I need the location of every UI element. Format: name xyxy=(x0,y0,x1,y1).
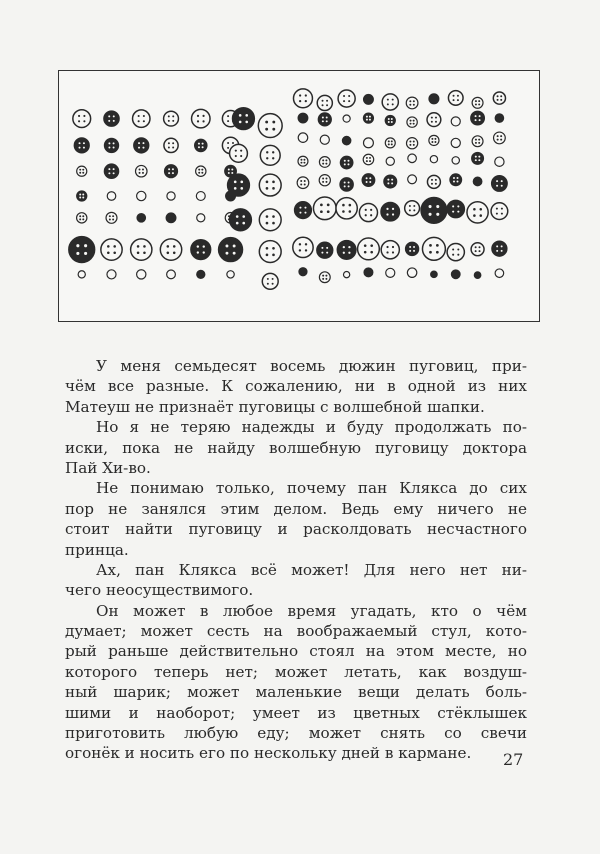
button-drawing xyxy=(343,271,349,277)
button-drawing xyxy=(297,177,309,189)
button-drawing xyxy=(137,191,146,200)
text-line: Не понимаю только, почему пан Клякса до сих xyxy=(96,479,527,498)
button-drawing xyxy=(342,136,350,144)
button-drawing xyxy=(318,113,331,126)
button-drawing xyxy=(363,138,373,148)
text-line: иски, пока не найду волшебную пуговицу доктора xyxy=(65,438,527,457)
text-line: чём все разные. К сожалению, ни в одной из них xyxy=(65,377,527,396)
button-drawing xyxy=(430,156,437,163)
button-drawing xyxy=(406,97,418,109)
button-drawing xyxy=(228,174,250,196)
button-drawing xyxy=(230,209,252,231)
text-line: шими и наоборот; умеет из цветных стёклышек xyxy=(65,703,527,722)
button-drawing xyxy=(385,115,395,125)
button-drawing xyxy=(364,268,373,277)
button-drawing xyxy=(381,241,399,259)
button-drawing xyxy=(107,270,116,279)
text-line: Ах, пан Клякса всё может! Для него нет ни- xyxy=(96,560,527,579)
text-line: У меня семьдесят восемь дюжин пуговиц, при- xyxy=(96,357,527,375)
button-drawing xyxy=(492,176,507,191)
button-drawing xyxy=(448,91,463,106)
button-drawing xyxy=(164,111,179,126)
button-drawing xyxy=(452,157,459,164)
body-text xyxy=(65,356,527,764)
button-drawing xyxy=(363,113,373,123)
button-drawing xyxy=(408,154,417,163)
button-drawing xyxy=(495,114,503,122)
button-drawing xyxy=(295,202,312,219)
button-drawing xyxy=(405,201,420,216)
button-drawing xyxy=(69,237,95,263)
button-drawing xyxy=(319,157,330,168)
button-drawing xyxy=(133,110,150,127)
button-drawing xyxy=(293,237,313,257)
button-drawing xyxy=(362,174,374,186)
button-drawing xyxy=(429,135,439,145)
button-drawing xyxy=(382,94,398,110)
buttons-illustration xyxy=(58,70,540,322)
button-drawing xyxy=(495,269,504,278)
button-drawing xyxy=(167,270,176,279)
button-drawing xyxy=(165,165,178,178)
button-drawing xyxy=(293,89,312,108)
button-drawing xyxy=(407,268,416,277)
button-drawing xyxy=(359,204,377,222)
button-drawing xyxy=(77,191,87,201)
button-drawing xyxy=(491,203,508,220)
button-drawing xyxy=(196,192,205,201)
button-drawing xyxy=(358,238,380,260)
button-drawing xyxy=(136,165,148,177)
button-drawing xyxy=(101,239,122,260)
button-drawing xyxy=(384,175,397,188)
button-drawing xyxy=(447,200,464,217)
button-drawing xyxy=(74,138,89,153)
button-drawing xyxy=(258,114,282,138)
button-drawing xyxy=(259,174,281,196)
button-drawing xyxy=(447,243,464,260)
button-drawing xyxy=(77,166,87,176)
button-drawing xyxy=(451,270,460,279)
text-line: Пай Хи-во. xyxy=(65,458,151,477)
button-drawing xyxy=(137,270,146,279)
text-line: которого теперь нет; может летать, как воздуш- xyxy=(65,662,527,681)
button-drawing xyxy=(340,178,353,191)
button-drawing xyxy=(196,166,206,176)
button-drawing xyxy=(364,94,374,104)
text-line: приготовить любую еду; может снять со свечи xyxy=(65,724,527,743)
button-drawing xyxy=(427,113,441,127)
text-line: пор не занялся этим делом. Ведь ему ничего не xyxy=(65,499,527,518)
button-drawing xyxy=(167,192,175,200)
button-drawing xyxy=(406,242,419,255)
button-drawing xyxy=(495,157,504,166)
text-line: ный шарик; может маленькие вещи делать боль- xyxy=(65,683,527,702)
button-drawing xyxy=(77,213,87,223)
buttons-drawing xyxy=(59,71,539,321)
button-drawing xyxy=(386,157,394,165)
button-drawing xyxy=(160,239,181,260)
text-line: думает; может сесть на воображаемый стул, кото- xyxy=(65,622,527,641)
button-drawing xyxy=(381,202,399,220)
text-line: рый раньше действительно стоял на этом месте, но xyxy=(65,642,527,661)
button-drawing xyxy=(134,138,149,153)
button-drawing xyxy=(493,92,505,104)
button-drawing xyxy=(340,156,352,168)
button-drawing xyxy=(197,270,205,278)
button-drawing xyxy=(422,237,445,260)
button-drawing xyxy=(472,136,483,147)
button-drawing xyxy=(313,197,336,220)
button-drawing xyxy=(131,239,152,260)
button-drawing xyxy=(227,271,234,278)
button-drawing xyxy=(429,94,439,104)
button-drawing xyxy=(408,175,417,184)
button-drawing xyxy=(104,111,119,126)
text-line: Матеуш не признаёт пуговицы с волшебной шапки. xyxy=(65,397,485,416)
button-drawing xyxy=(317,95,332,110)
button-drawing xyxy=(451,117,460,126)
button-drawing xyxy=(317,242,333,258)
button-drawing xyxy=(471,243,484,256)
button-drawing xyxy=(492,241,507,256)
button-drawing xyxy=(421,198,447,224)
button-drawing xyxy=(191,240,211,260)
button-drawing xyxy=(262,273,278,289)
button-drawing xyxy=(164,138,178,152)
button-drawing xyxy=(298,113,308,123)
text-line: стоит найти пуговицу и расколдовать несчастного xyxy=(65,520,527,539)
text-line: огонёк и носить его по нескольку дней в кармане. xyxy=(65,744,472,763)
button-drawing xyxy=(474,272,481,279)
button-drawing xyxy=(166,213,176,223)
button-drawing xyxy=(471,111,484,124)
button-drawing xyxy=(494,132,506,144)
button-drawing xyxy=(431,271,438,278)
button-drawing xyxy=(219,238,243,262)
button-drawing xyxy=(407,117,417,127)
button-drawing xyxy=(299,268,307,276)
button-drawing xyxy=(192,109,210,127)
button-drawing xyxy=(336,198,357,219)
button-drawing xyxy=(107,192,116,201)
button-drawing xyxy=(106,212,117,223)
text-line: Но я не теряю надежды и буду продолжать по- xyxy=(96,418,527,437)
text-line: Он может в любое время угадать, кто о чём xyxy=(96,601,527,620)
button-drawing xyxy=(320,135,329,144)
button-drawing xyxy=(472,152,484,164)
button-drawing xyxy=(78,271,85,278)
button-drawing xyxy=(137,214,145,222)
page-number: 27 xyxy=(503,750,524,769)
button-drawing xyxy=(319,272,330,283)
button-drawing xyxy=(73,110,91,128)
button-drawing xyxy=(467,202,488,223)
button-drawing xyxy=(337,241,356,260)
button-drawing xyxy=(259,209,281,231)
button-drawing xyxy=(319,175,330,186)
button-drawing xyxy=(343,115,350,122)
button-drawing xyxy=(298,156,308,166)
button-drawing xyxy=(230,144,248,162)
button-drawing xyxy=(338,90,355,107)
button-drawing xyxy=(233,108,255,130)
button-drawing xyxy=(104,164,118,178)
button-drawing xyxy=(298,133,308,143)
text-line: чего неосуществимого. xyxy=(65,581,254,600)
button-drawing xyxy=(450,174,462,186)
button-drawing xyxy=(195,139,207,151)
button-drawing xyxy=(363,154,373,164)
button-drawing xyxy=(451,138,460,147)
button-drawing xyxy=(472,97,483,108)
button-drawing xyxy=(427,175,440,188)
button-drawing xyxy=(260,145,280,165)
button-drawing xyxy=(259,241,281,263)
button-drawing xyxy=(406,138,417,149)
button-drawing xyxy=(473,177,482,186)
button-drawing xyxy=(386,268,395,277)
text-line: принца. xyxy=(65,540,129,559)
button-drawing xyxy=(197,214,205,222)
button-drawing xyxy=(385,138,395,148)
button-drawing xyxy=(105,138,119,152)
